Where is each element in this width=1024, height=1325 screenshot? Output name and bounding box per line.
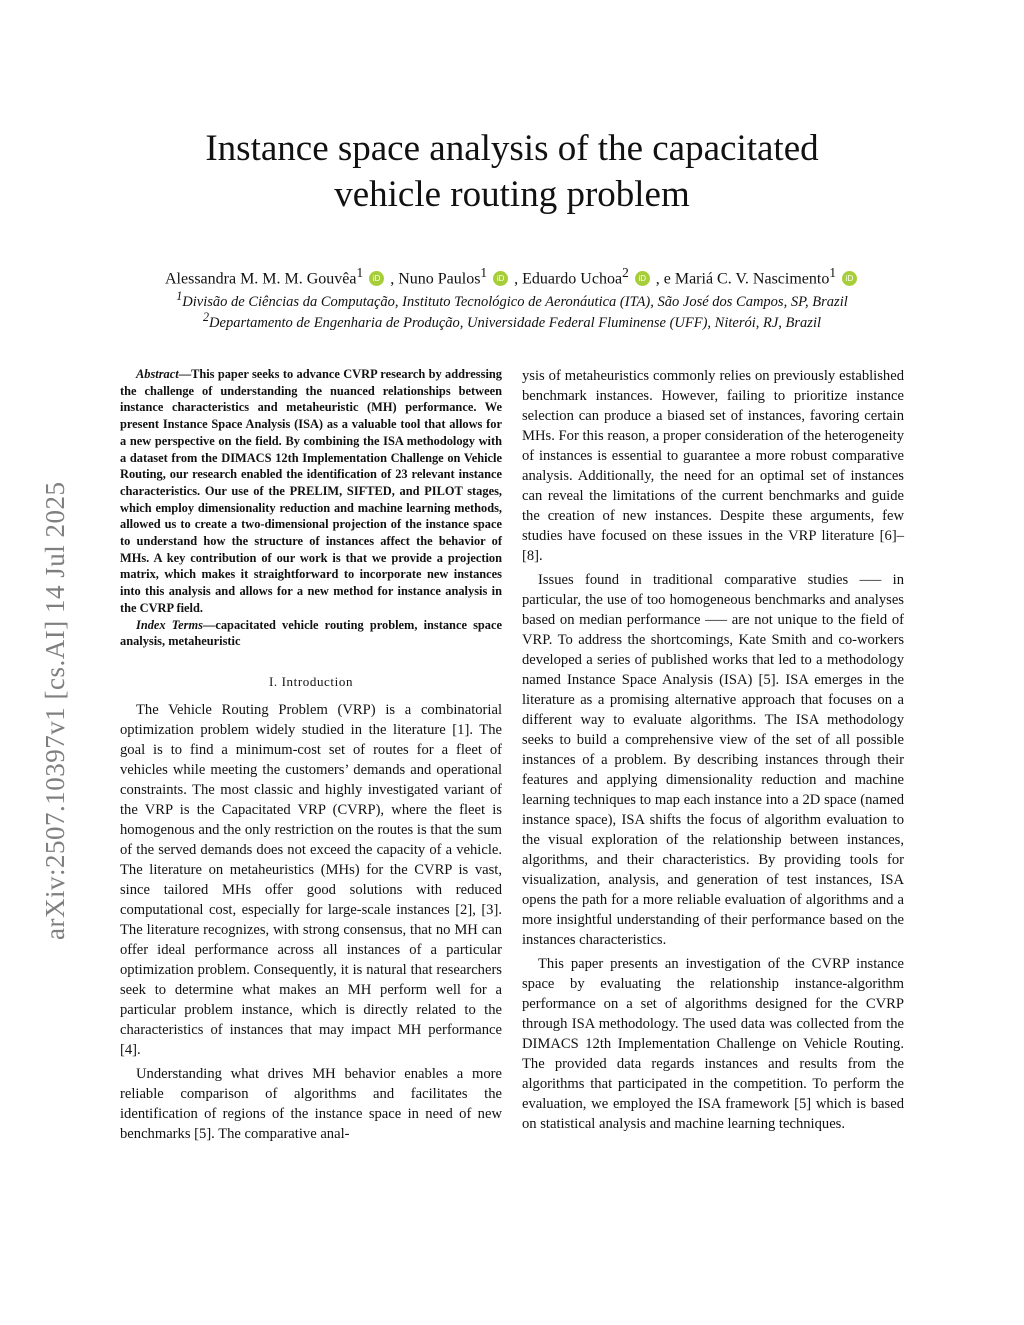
index-terms-label: Index Terms [136, 617, 203, 632]
paper-title [0, 126, 1024, 218]
paragraph: Understanding what drives MH behavior enables a more reliable comparison of algorithms and facilitates the identification of regions of the instance space in need of new benchmarks [5]. The comparative anal- [120, 1065, 502, 1142]
author-separator: , [386, 270, 399, 288]
author-name: Mariá C. V. Nascimento [674, 270, 830, 288]
title-line-2: vehicle routing problem [334, 174, 690, 215]
abstract-text: —This paper seeks to advance CVRP research by addressing the challenge of understanding the nuanced relationships between instance characteristics and metaheuristic (MH) performance. We present Instance Space Analysis (ISA) as a valuable tool that allows for a new perspective on the field. By combining the ISA methodology with a dataset from the DIMACS 12th Implementation Challenge on Vehicle Routing, our research enabled the identification of 23 relevant instance characteristics. Our use of the PRELIM, SIFTED, and PILOT stages, which employ dimensionality reduction and machine learning methods, allowed us to create a two-dimensional projection of the instance space to understand how the structure of instances affect the behavior of MHs. A key contribution of our work is that we provide a projection matrix, which makes it straightforward to incorporate new instances into this analysis and allows for a new method for instance analysis in the CVRP field. [120, 367, 502, 615]
index-terms [120, 617, 502, 650]
right-column [522, 366, 904, 1138]
paragraph: ysis of metaheuristics commonly relies on previously established benchmark instances. However, failing to prioritize instance selection can produce a biased set of instances, favoring certain MHs. For this reason, a proper consideration of the heterogeneity of instances is essential to guarantee a more robust comparative analysis. Additionally, the need for an optimal set of instances can reveal the limitations of the current benchmarks and guide the creation of new instances. Despite these arguments, few studies have focused on these issues in the VRP literature [6]–[8]. [522, 368, 904, 564]
paragraph: Issues found in traditional comparative studies —– in particular, the use of too homogeneous benchmarks and analyses based on median performance —– are not unique to the field of VRP. To address the shortcomings, Kate Smith and co-workers developed a series of published works that led to a methodology named Instance Space Analysis (ISA) [5]. ISA emerges in the literature as a promising alternative approach that focuses on a different way to evaluate algorithms. The ISA methodology seeks to build a comprehensive view of the set of all possible instances of a problem. By describing instances through their features and applying dimensionality reduction and machine learning techniques to map each instance into a 2D space (named instance space), ISA shifts the focus of algorithm evaluation to the visual exploration of the relationship between instances, algorithms, and their characteristics. By providing tools for visualization, analysis, and generation of test instances, ISA opens the path for a more reliable evaluation of algorithms and a more insightful understanding of their performance based on the instances characteristics. [522, 572, 904, 948]
orcid-icon[interactable]: iD [635, 271, 650, 286]
author-affiliation-mark: 1 [829, 265, 837, 280]
author-separator: , [510, 270, 523, 288]
abstract-label: Abstract [136, 367, 179, 381]
orcid-icon[interactable]: iD [369, 271, 384, 286]
section-heading: I. Introduction [268, 673, 354, 689]
author-affiliation-mark: 2 [622, 265, 629, 280]
index-terms-text: —capacitated vehicle routing problem, instance space analysis, metaheuristic [120, 617, 502, 649]
paragraph: The Vehicle Routing Problem (VRP) is a combinatorial optimization problem widely studied in the literature [1]. The goal is to find a minimum-cost set of routes for a fleet of vehicles while meeting the customers’ demands and operational constraints. The most classic and highly investigated variant of the VRP is the Capacitated VRP (CVRP), where the fleet is homogenous and the only restriction on the routes is that the sum of the served demands does not exceed the capacity of a vehicle. The literature on metaheuristics (MHs) for the CVRP is vast, since tailored MHs offer good solutions with reduced computational cost, especially for large-scale instances [2], [3]. The literature recognizes, with strong consensus, that no MH can offer ideal performance across all instances of a particular optimization problem. Consequently, it is natural that researchers seek to determine what makes an MH perform well for a particular problem instance, which is directly related to the characteristics of instances that may impact MH performance [4]. [120, 701, 502, 1058]
arxiv-stamp: arXiv:2507.10397v1 [cs.AI] 14 Jul 2025 [40, 481, 70, 940]
left-column [120, 366, 502, 1148]
title-line-1: Instance space analysis of the capacitated [205, 128, 819, 169]
paragraph: This paper presents an investigation of the CVRP instance space by evaluating the relationship instance-algorithm performance on a set of algorithms designed for the CVRP through ISA methodology. The used data was collected from the DIMACS 12th Implementation Challenge on Vehicle Routing. The provided data regards instances and results from the algorithms that participated in the competition. To perform the evaluation, we employed the ISA framework [5] which is based on statistical analysis and machine learning techniques. [522, 956, 904, 1132]
author-affiliation-mark: 1 [480, 265, 488, 280]
author-affiliation-mark: 1 [356, 265, 364, 280]
affiliation-2 [0, 307, 1024, 333]
abstract [120, 366, 502, 617]
affiliation-text: Departamento de Engenharia de Produção, Universidade Federal Fluminense (UFF), Niterói, RJ, Brazil [209, 314, 821, 331]
affiliation-text: Divisão de Ciências da Computação, Instituto Tecnológico de Aeronáutica (ITA), São José dos Campos, SP, Brazil [182, 293, 848, 310]
author-name: Eduardo Uchoa [522, 270, 623, 288]
author-name: Alessandra M. M. M. Gouvêa [164, 270, 357, 288]
orcid-icon[interactable]: iD [493, 271, 508, 286]
affiliation-number: 2 [202, 310, 210, 324]
orcid-icon[interactable]: iD [842, 271, 857, 286]
author-separator: , e [651, 270, 675, 288]
author-name: Nuno Paulos [398, 270, 481, 288]
affiliation-number: 1 [176, 289, 183, 303]
